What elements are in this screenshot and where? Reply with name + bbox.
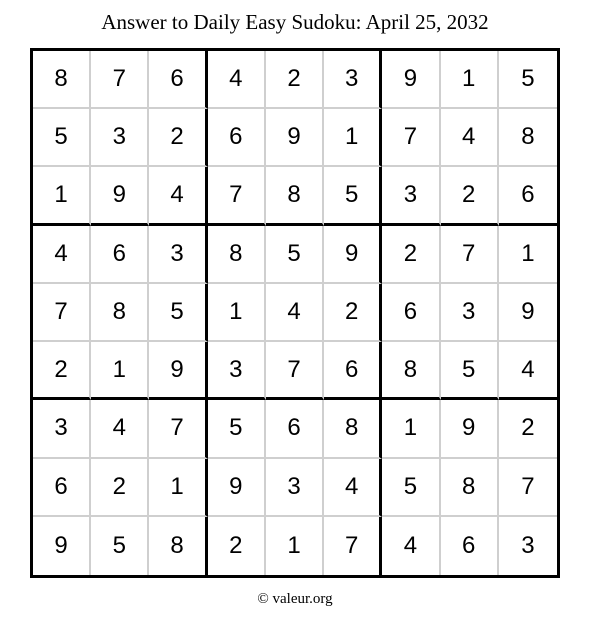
sudoku-cell-r4-c6: 9 — [324, 226, 382, 284]
sudoku-cell-r1-c9: 5 — [499, 51, 557, 109]
sudoku-cell-r1-c3: 6 — [149, 51, 207, 109]
sudoku-cell-r1-c7: 9 — [382, 51, 440, 109]
sudoku-cell-r8-c4: 9 — [208, 459, 266, 517]
sudoku-cell-r4-c1: 4 — [33, 226, 91, 284]
sudoku-cell-r2-c4: 6 — [208, 109, 266, 167]
sudoku-cell-r3-c3: 4 — [149, 167, 207, 225]
sudoku-cell-r5-c1: 7 — [33, 284, 91, 342]
sudoku-cell-r3-c7: 3 — [382, 167, 440, 225]
sudoku-cell-r1-c6: 3 — [324, 51, 382, 109]
sudoku-cell-r9-c6: 7 — [324, 517, 382, 575]
sudoku-cell-r5-c9: 9 — [499, 284, 557, 342]
sudoku-cell-r9-c9: 3 — [521, 531, 535, 559]
sudoku-cell-r4-c9: 1 — [499, 226, 557, 284]
sudoku-cell-r5-c5: 4 — [266, 284, 324, 342]
sudoku-cell-r8-c1: 6 — [33, 459, 91, 517]
sudoku-cell-r2-c2: 3 — [91, 109, 149, 167]
sudoku-cell-r6-c5: 7 — [266, 342, 324, 400]
sudoku-cell-r2-c6: 1 — [324, 109, 382, 167]
sudoku-cell-r4-c5: 5 — [266, 226, 324, 284]
sudoku-cell-r6-c7: 8 — [382, 342, 440, 400]
sudoku-cell-r9-c3: 8 — [149, 517, 207, 575]
sudoku-cell-r6-c6: 6 — [324, 342, 382, 400]
sudoku-cell-r8-c9: 7 — [499, 459, 557, 517]
sudoku-cell-r6-c1: 2 — [33, 342, 91, 400]
sudoku-cell-r6-c8: 5 — [441, 342, 499, 400]
sudoku-cell-r4-c2: 6 — [91, 226, 149, 284]
sudoku-cell-r6-c2: 1 — [91, 342, 149, 400]
copyright-footer: © valeur.org — [257, 591, 333, 607]
sudoku-cell-r9-c4: 2 — [208, 517, 266, 575]
sudoku-cell-r5-c6: 2 — [324, 284, 382, 342]
sudoku-cell-r1-c1: 8 — [33, 51, 91, 109]
sudoku-cell-r7-c7: 1 — [382, 400, 440, 458]
sudoku-cell-r6-c3: 9 — [149, 342, 207, 400]
sudoku-cell-r7-c8: 9 — [441, 400, 499, 458]
sudoku-cell-r4-c7: 2 — [382, 226, 440, 284]
sudoku-cell-r8-c2: 2 — [91, 459, 149, 517]
sudoku-cell-r1-c8: 1 — [441, 51, 499, 109]
sudoku-cell-r2-c5: 9 — [266, 109, 324, 167]
sudoku-cell-r8-c6: 4 — [324, 459, 382, 517]
sudoku-cell-r2-c3: 2 — [149, 109, 207, 167]
sudoku-cell-r9-c1: 9 — [33, 517, 91, 575]
page-title: Answer to Daily Easy Sudoku: April 25, 2032 — [101, 10, 489, 34]
sudoku-cell-r8-c8: 8 — [441, 459, 499, 517]
sudoku-cell-r4-c3: 3 — [149, 226, 207, 284]
sudoku-cell-r7-c1: 3 — [33, 400, 91, 458]
sudoku-cell-r2-c9: 8 — [499, 109, 557, 167]
sudoku-cell-r4-c4: 8 — [208, 226, 266, 284]
sudoku-cell-r2-c1: 5 — [33, 109, 91, 167]
sudoku-cell-r7-c4: 5 — [208, 400, 266, 458]
sudoku-cell-r5-c8: 3 — [441, 284, 499, 342]
sudoku-cell-r7-c5: 6 — [266, 400, 324, 458]
sudoku-cell-r9-c7: 4 — [382, 517, 440, 575]
sudoku-cell-r8-c3: 1 — [149, 459, 207, 517]
sudoku-cell-r3-c9: 6 — [499, 167, 557, 225]
sudoku-cell-r4-c8: 7 — [441, 226, 499, 284]
sudoku-cell-r2-c7: 7 — [382, 109, 440, 167]
sudoku-cell-r3-c5: 8 — [266, 167, 324, 225]
sudoku-cell-r9-c5: 1 — [266, 517, 324, 575]
sudoku-cell-r7-c6: 8 — [324, 400, 382, 458]
sudoku-cell-r2-c8: 4 — [441, 109, 499, 167]
sudoku-cell-r9-c8: 6 — [441, 517, 499, 575]
sudoku-cell-r3-c1: 1 — [33, 167, 91, 225]
sudoku-cell-r5-c4: 1 — [208, 284, 266, 342]
sudoku-cell-r5-c7: 6 — [382, 284, 440, 342]
sudoku-cell-r5-c3: 5 — [149, 284, 207, 342]
sudoku-cell-r7-c3: 7 — [149, 400, 207, 458]
sudoku-cell-r1-c2: 7 — [91, 51, 149, 109]
sudoku-cell-r8-c5: 3 — [266, 459, 324, 517]
sudoku-cell-r6-c9: 4 — [499, 342, 557, 400]
sudoku-cell-r7-c9: 2 — [499, 400, 557, 458]
sudoku-cell-r7-c2: 4 — [91, 400, 149, 458]
sudoku-cell-r8-c7: 5 — [382, 459, 440, 517]
sudoku-cell-r1-c4: 4 — [208, 51, 266, 109]
sudoku-cell-r3-c4: 7 — [208, 167, 266, 225]
sudoku-cell-r3-c2: 9 — [91, 167, 149, 225]
sudoku-cell-r3-c8: 2 — [441, 167, 499, 225]
sudoku-cell-r3-c6: 5 — [324, 167, 382, 225]
sudoku-cell-r9-c2: 5 — [91, 517, 149, 575]
sudoku-board — [30, 48, 560, 578]
sudoku-cell-r5-c2: 8 — [91, 284, 149, 342]
sudoku-cell-r6-c4: 3 — [208, 342, 266, 400]
sudoku-cell-r1-c5: 2 — [266, 51, 324, 109]
